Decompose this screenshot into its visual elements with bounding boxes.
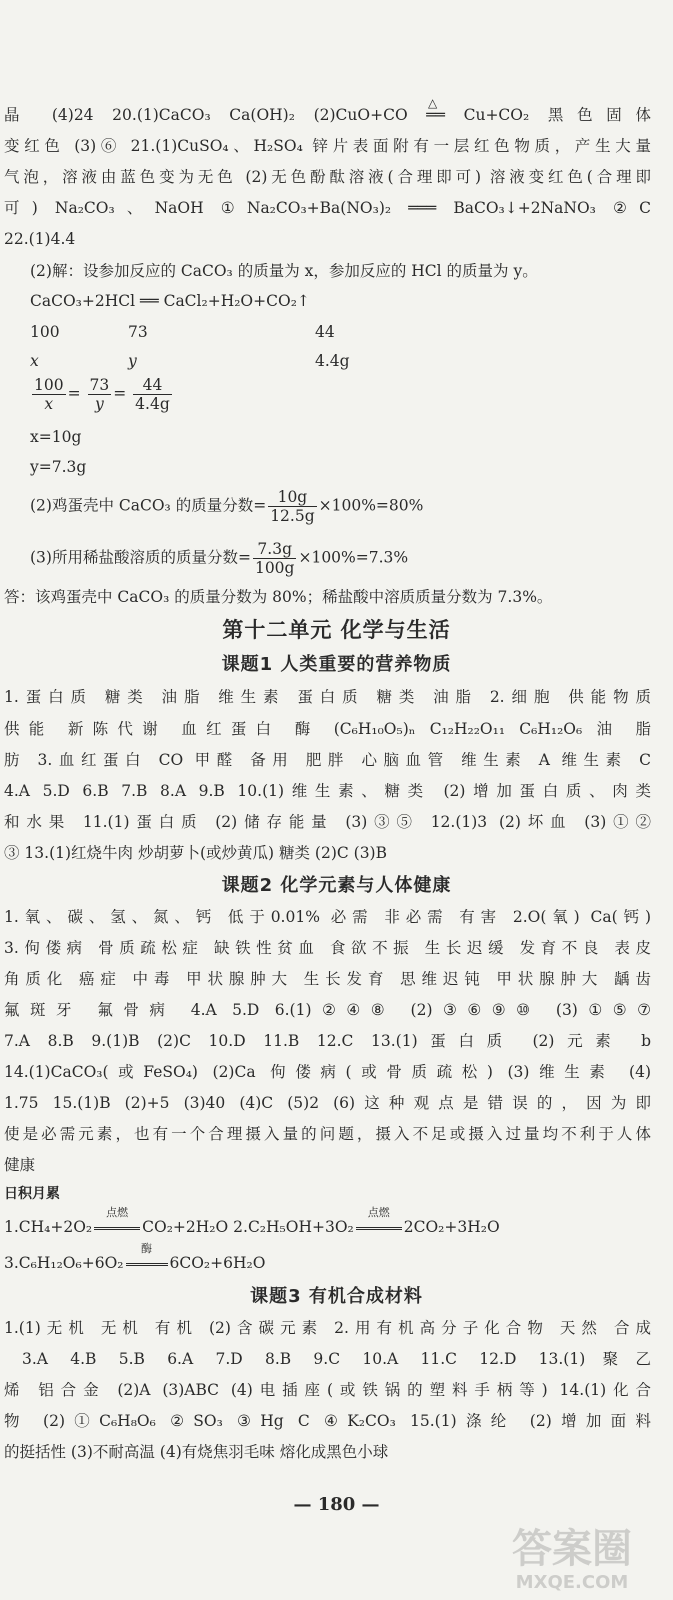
text-line: 肪 3.血红蛋白 CO 甲醛 备用 肥胖 心脑血管 维生素 A 维生素 C <box>4 751 651 769</box>
text-line: 3.A 4.B 5.B 6.A 7.D 8.B 9.C 10.A 11.C 12.D 13.(1)聚乙 <box>22 1350 651 1368</box>
text-line: 烯 铝合金 (2)A (3)ABC (4)电插座(或铁锅的塑料手柄等) 14.(1)化合 <box>4 1381 651 1399</box>
svg-text:答案圈: 答案圈 <box>512 1526 632 1572</box>
ratio-cell: 100 <box>30 323 60 341</box>
answer-line: 答：该鸡蛋壳中 CaCO₃ 的质量分数为 80%；稀盐酸中溶质质量分数为 7.3%。 <box>4 588 553 606</box>
text-line: 4.A 5.D 6.B 7.B 8.A 9.B 10.(1)维生素、糖类 (2)增加蛋白质、肉类 <box>4 782 651 800</box>
text-line: 供能 新陈代谢 血红蛋白 酶 (C₆H₁₀O₅)ₙ C₁₂H₂₂O₁₁ C₆H₁₂O₆ 油 脂 <box>4 720 651 738</box>
text-line: 和水果 11.(1)蛋白质 (2)储存能量 (3)③⑤ 12.(1)3 (2)坏血 (3)①② <box>4 813 651 831</box>
ratio-cell: 73 <box>128 323 148 341</box>
mass-fraction-line: (3)所用稀盐酸溶质的质量分数= $\frac{7.3g}{100g}$ ×100%=7.3% <box>30 540 409 577</box>
mass-fraction-line: (2)鸡蛋壳中 CaCO₃ 的质量分数= $\frac{10g}{12.5g}$ ×100%=80% <box>30 488 424 525</box>
text-line: 可) Na₂CO₃、NaOH ①Na₂CO₃+Ba(NO₃)₂ ═══ BaCO₃↓+2NaNO₃ ②C <box>4 199 651 217</box>
text-line: 健康 <box>4 1156 36 1174</box>
equation-line: 3.C₆H₁₂O₆+6O₂ 酶 6CO₂+6H₂O <box>4 1242 266 1272</box>
text-line: 气泡，溶液由蓝色变为无色 (2)无色酚酞溶液(合理即可) 溶液变红色(合理即 <box>4 168 651 186</box>
proportion: $\frac{100}{x}$ = $\frac{73}{y}$ = $\frac{44}{4.4g}$ <box>34 376 170 413</box>
ratio-cell: y <box>128 352 137 370</box>
text-line: 晶 (4)24 20.(1)CaCO₃ Ca(OH)₂ (2)CuO+CO ══ Cu+CO₂ 黑色固体 <box>4 106 651 124</box>
equation-line: CaCO₃+2HCl ══ CaCl₂+H₂O+CO₂↑ <box>30 292 310 310</box>
ratio-cell: 4.4g <box>315 352 350 370</box>
heat-triangle: △ <box>428 96 438 110</box>
page-number: — 180 — <box>293 1494 380 1515</box>
text-line: 的挺括性 (3)不耐高温 (4)有烧焦羽毛味 熔化成黑色小球 <box>4 1443 389 1461</box>
text-line: 1.(1)无机 无机 有机 (2)含碳元素 2.用有机高分子化合物 天然 合成 <box>4 1319 651 1337</box>
text-line: ③ 13.(1)红烧牛肉 炒胡萝卜(或炒黄瓜) 糖类 (2)C (3)B <box>4 844 387 862</box>
text-line: 1.氧、碳、氢、氮、钙 低于0.01% 必需 非必需 有害 2.O(氧) Ca(钙) <box>4 908 651 926</box>
text-line: 变红色 (3)⑥ 21.(1)CuSO₄、H₂SO₄ 锌片表面附有一层红色物质，产生大量 <box>4 137 651 155</box>
lesson-title: 课题2 化学元素与人体健康 <box>221 875 452 896</box>
text-line: 角质化 癌症 中毒 甲状腺肿大 生长发育 思维迟钝 甲状腺肿大 龋齿 <box>4 970 651 988</box>
section-label: 日积月累 <box>4 1186 60 1202</box>
unit-title: 第十二单元 化学与生活 <box>222 618 451 642</box>
ratio-cell: 44 <box>315 323 335 341</box>
text-line: 14.(1)CaCO₃(或FeSO₄) (2)Ca 佝偻病(或骨质疏松) (3)维生素 (4) <box>4 1063 651 1081</box>
lesson-title: 课题1 人类重要的营养物质 <box>221 654 452 675</box>
text-line: 物 (2)①C₆H₈O₆ ②SO₃ ③Hg C ④K₂CO₃ 15.(1)涤纶 (2)增加面料 <box>4 1412 651 1430</box>
lesson-title: 课题3 有机合成材料 <box>250 1286 423 1307</box>
text-line: y=7.3g <box>30 458 87 476</box>
svg-text:MXQE.COM: MXQE.COM <box>515 1572 629 1593</box>
text-line: 7.A 8.B 9.(1)B (2)C 10.D 11.B 12.C 13.(1)蛋白质 (2)元素 b <box>4 1032 651 1050</box>
text-line: 氟斑牙 氟骨病 4.A 5.D 6.(1)②④⑧ (2)③⑥⑨⑩ (3)①⑤⑦ <box>4 1001 651 1019</box>
text-line: 1.蛋白质 糖类 油脂 维生素 蛋白质 糖类 油脂 2.细胞 供能物质 <box>4 688 651 706</box>
text-line: (2)解：设参加反应的 CaCO₃ 的质量为 x，参加反应的 HCl 的质量为 y。 <box>30 262 538 280</box>
ratio-cell: x <box>30 352 39 370</box>
text-line: 22.(1)4.4 <box>4 230 76 248</box>
watermark-logo <box>477 1510 667 1596</box>
equation-line: 1.CH₄+2O₂ 点燃 CO₂+2H₂O 2.C₂H₅OH+3O₂ 点燃 2CO₂+3H₂O <box>4 1206 500 1236</box>
text-line: x=10g <box>30 428 82 446</box>
text-line: 3.佝偻病 骨质疏松症 缺铁性贫血 食欲不振 生长迟缓 发育不良 表皮 <box>4 939 651 957</box>
text-line: 使是必需元素，也有一个合理摄入量的问题，摄入不足或摄入过量均不利于人体 <box>4 1125 651 1143</box>
text-line: 1.75 15.(1)B (2)+5 (3)40 (4)C (5)2 (6)这种观点是错误的，因为即 <box>4 1094 651 1112</box>
